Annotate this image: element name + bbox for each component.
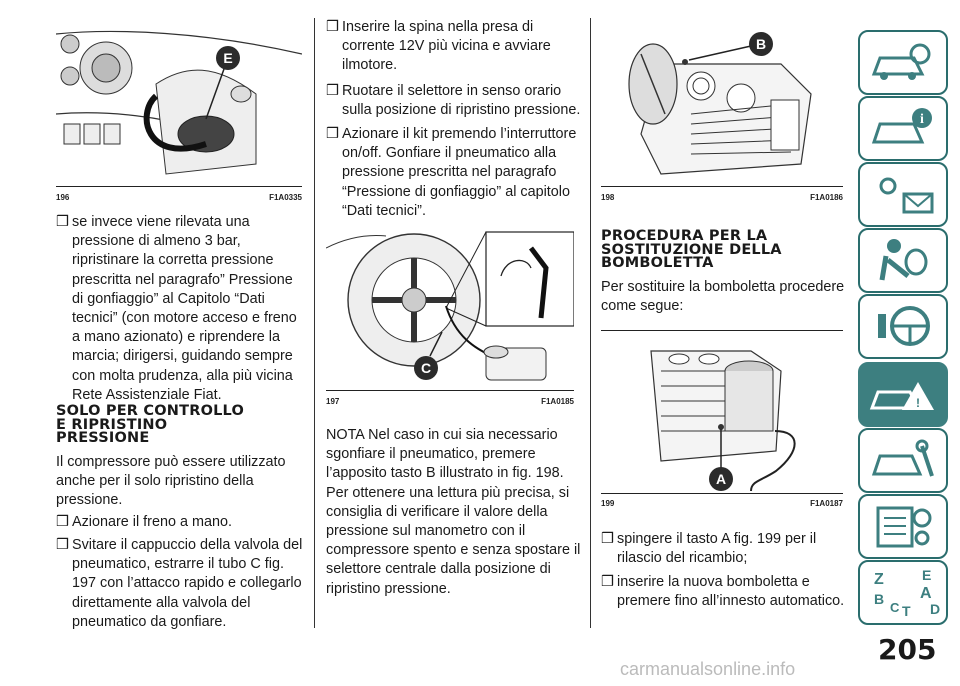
figure-198-caption xyxy=(601,193,843,203)
figure-196 xyxy=(56,24,302,187)
index-letter: E xyxy=(922,567,932,583)
callout-b: B xyxy=(755,36,767,52)
index-letter: D xyxy=(930,601,941,617)
bullet-press-button-a: ❒ spingere il tasto A fig. 199 per il rilascio del ricambio; xyxy=(601,531,817,567)
car-maintenance-icon xyxy=(860,430,946,491)
dashboard-socket-illustration xyxy=(56,24,302,186)
tab-dashboard[interactable] xyxy=(858,30,948,95)
figure-199-caption xyxy=(601,499,843,509)
callout-c: C xyxy=(420,360,432,376)
paragraph-note: NOTA Nel caso in cui sia necessario sgonfiare il pneumatico, premere l’apposito tasto B illustrato in fig. 198. Per ottenere una lettura più precisa, si consiglia di verificare il valore della pressione sul manometro con il compressore spento e senza spostare il selettore centrale dalla posizione di ripristino pressione. xyxy=(326,427,581,597)
checkbox-bullet-icon: ❒ xyxy=(326,126,339,142)
index-letter: B xyxy=(874,591,885,607)
bullet-valve-cap: ❒ Svitare il cappuccio della valvola del pneumatico, estrarre il tubo C fig. 197 con l’attacco rapido e collegarlo direttamente alla valvola del pneumatico da gonfiare. xyxy=(56,537,303,630)
figure-number: 196 xyxy=(56,193,70,202)
figure-number: 197 xyxy=(326,397,340,406)
tab-lights-messages[interactable] xyxy=(858,162,948,227)
figure-197 xyxy=(326,228,574,391)
bullet-plug-socket: ❒ Inserire la spina nella presa di corrente 12V più vicina e avviare ilmotore. xyxy=(326,19,551,74)
checkbox-bullet-icon: ❒ xyxy=(326,19,339,35)
car-dashboard-icon xyxy=(860,32,946,93)
callout-a: A xyxy=(715,471,727,487)
svg-text:!: ! xyxy=(916,396,920,410)
callout-e: E xyxy=(223,50,233,66)
figure-196-caption xyxy=(56,193,302,203)
index-letter: C xyxy=(890,600,900,615)
tab-index[interactable] xyxy=(858,560,948,625)
tab-technical-data[interactable] xyxy=(858,494,948,559)
bullet-handbrake: ❒ Azionare il freno a mano. xyxy=(56,513,306,532)
checkbox-bullet-icon: ❒ xyxy=(56,514,69,530)
index-letter: T xyxy=(902,603,911,619)
heading-procedura-sostituzione: PROCEDURA PER LA SOSTITUZIONE DELLA BOMBOLETTA xyxy=(601,228,782,271)
bullet-pressure-check: ❒ se invece viene rilevata una pressione di almeno 3 bar, ripristinare la corretta pressione prescritta nel paragrafo” Pressione di gonfiaggio” al Capitolo “Dati tecnici” (con motore acceso e freno a mano azionato) e riprendere la marcia; dirigersi, guidando sempre con molta prudenza, alla più vicina Rete Assistenziale Fiat. xyxy=(56,214,297,403)
figure-197-caption xyxy=(326,397,574,407)
checkbox-bullet-icon: ❒ xyxy=(56,214,69,230)
tab-maintenance[interactable] xyxy=(858,428,948,493)
figure-code: F1A0187 xyxy=(810,499,843,508)
bullet-on-off-switch: ❒ Azionare il kit premendo l’interruttore on/off. Gonfiare il pneumatico alla pressione prescritta nel paragrafo “Pressione di gonfiaggio” al capitolo “Dati tecnici”. xyxy=(326,126,577,219)
index-letter: A xyxy=(920,585,932,602)
car-info-icon xyxy=(860,98,946,159)
checkbox-bullet-icon: ❒ xyxy=(56,537,69,553)
figure-number: 199 xyxy=(601,499,615,508)
bullet-insert-cartridge: ❒ inserire la nuova bomboletta e premere fino all’innesto automatico. xyxy=(601,574,845,610)
checkbox-bullet-icon: ❒ xyxy=(601,574,614,590)
tab-safety[interactable] xyxy=(858,228,948,293)
compressor-deflate-button-illustration xyxy=(601,24,843,186)
alphabetical-index-icon xyxy=(860,562,946,623)
checkbox-bullet-icon: ❒ xyxy=(601,531,614,547)
figure-198 xyxy=(601,24,843,187)
svg-text:i: i xyxy=(920,112,924,127)
compressor-cartridge-release-illustration xyxy=(601,331,843,493)
index-letter: Z xyxy=(874,571,884,588)
tab-emergency[interactable] xyxy=(858,362,948,427)
figure-number: 198 xyxy=(601,193,615,202)
tab-car-info[interactable] xyxy=(858,96,948,161)
tyre-compressor-illustration xyxy=(326,228,574,390)
bullet-rotate-selector: ❒ Ruotare il selettore in senso orario sulla posizione di ripristino pressione. xyxy=(326,83,581,119)
car-breakdown-icon xyxy=(860,364,946,425)
figure-code: F1A0185 xyxy=(541,397,574,406)
figure-code: F1A0186 xyxy=(810,193,843,202)
figure-199 xyxy=(601,330,843,494)
figure-code: F1A0335 xyxy=(269,193,302,202)
tab-starting-driving[interactable] xyxy=(858,294,948,359)
lights-message-icon xyxy=(860,164,946,225)
airbag-seatbelt-icon xyxy=(860,230,946,291)
checkbox-bullet-icon: ❒ xyxy=(326,83,339,99)
paragraph-intro: Per sostituire la bomboletta procedere come segue: xyxy=(601,279,845,315)
column-divider xyxy=(314,18,315,628)
paragraph-intro: Il compressore può essere utilizzato anche per il solo ripristino della pressione. xyxy=(56,454,286,509)
watermark: carmanualsonline.info xyxy=(620,659,796,679)
heading-solo-controllo: SOLO PER CONTROLLO E RIPRISTINO PRESSIONE xyxy=(56,403,244,446)
page-number: 205 xyxy=(878,633,937,666)
column-divider xyxy=(590,18,591,628)
technical-data-icon xyxy=(860,496,946,557)
steering-key-icon xyxy=(860,296,946,357)
